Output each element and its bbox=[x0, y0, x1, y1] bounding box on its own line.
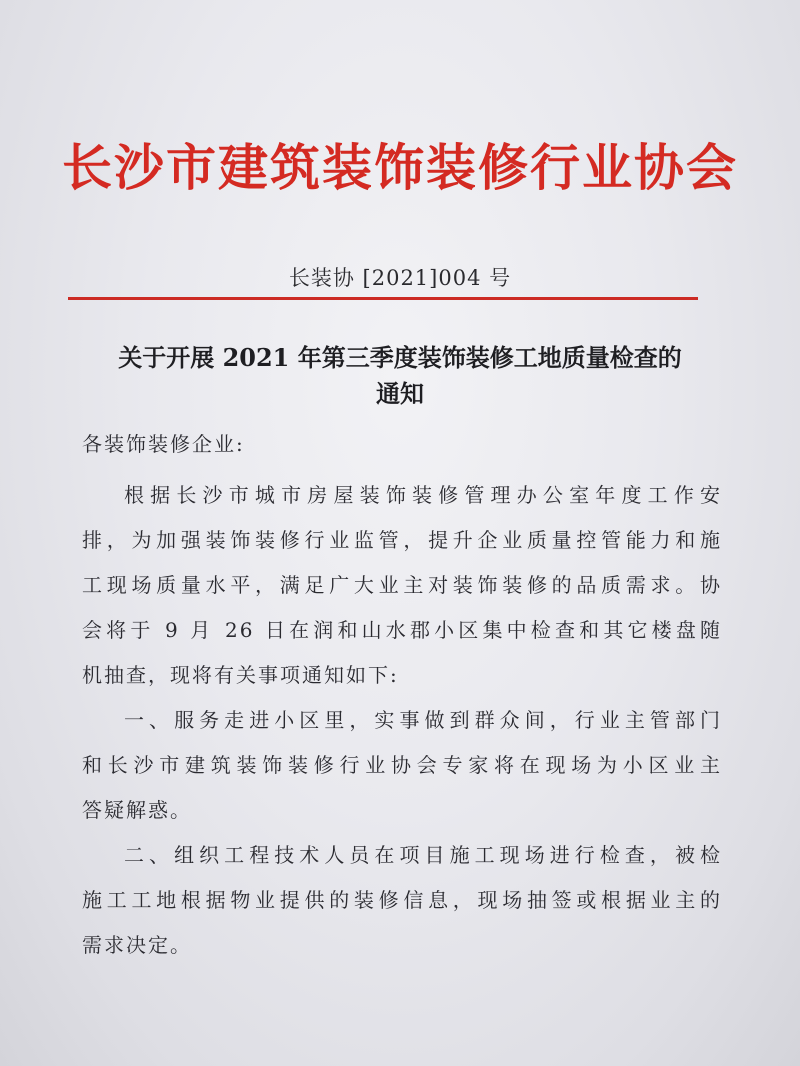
paragraph-line: 机抽查，现将有关事项通知如下: bbox=[82, 663, 399, 687]
document-number: 长装协 [2021]004 号 bbox=[288, 266, 512, 290]
paragraph-line: 二、组织工程技术人员在项目施工现场进行检查，被检 bbox=[124, 843, 722, 867]
notice-title bbox=[60, 340, 740, 412]
paragraph-line: 根据长沙市城市房屋装饰装修管理办公室年度工作安 bbox=[124, 483, 722, 507]
notice-title-line-2: 通知 bbox=[376, 379, 424, 408]
paragraph-line: 需求决定。 bbox=[82, 933, 192, 957]
paragraph-line: 排，为加强装饰装修行业监管，提升企业质量控管能力和施 bbox=[82, 528, 722, 552]
organization-header: 长沙市建筑装饰装修行业协会 bbox=[62, 138, 738, 197]
paragraph-intro bbox=[82, 473, 722, 698]
red-divider-line bbox=[68, 297, 698, 300]
notice-title-line-1: 关于开展 2021 年第三季度装饰装修工地质量检查的 bbox=[118, 343, 682, 372]
paragraph-line: 施工工地根据物业提供的装修信息，现场抽签或根据业主的 bbox=[82, 888, 722, 912]
paragraph-line: 和长沙市建筑装饰装修行业协会专家将在现场为小区业主 bbox=[82, 753, 722, 777]
paragraph-line: 工现场质量水平，满足广大业主对装饰装修的品质需求。协 bbox=[82, 573, 722, 597]
paragraph-line: 答疑解惑。 bbox=[82, 798, 192, 822]
paragraph-item-2 bbox=[82, 833, 722, 968]
paragraph-line: 会将于 9 月 26 日在润和山水郡小区集中检查和其它楼盘随 bbox=[82, 618, 722, 642]
salutation: 各装饰装修企业: bbox=[82, 432, 245, 456]
paragraph-item-1 bbox=[82, 698, 722, 833]
paragraph-line: 一、服务走进小区里，实事做到群众间，行业主管部门 bbox=[124, 708, 722, 732]
